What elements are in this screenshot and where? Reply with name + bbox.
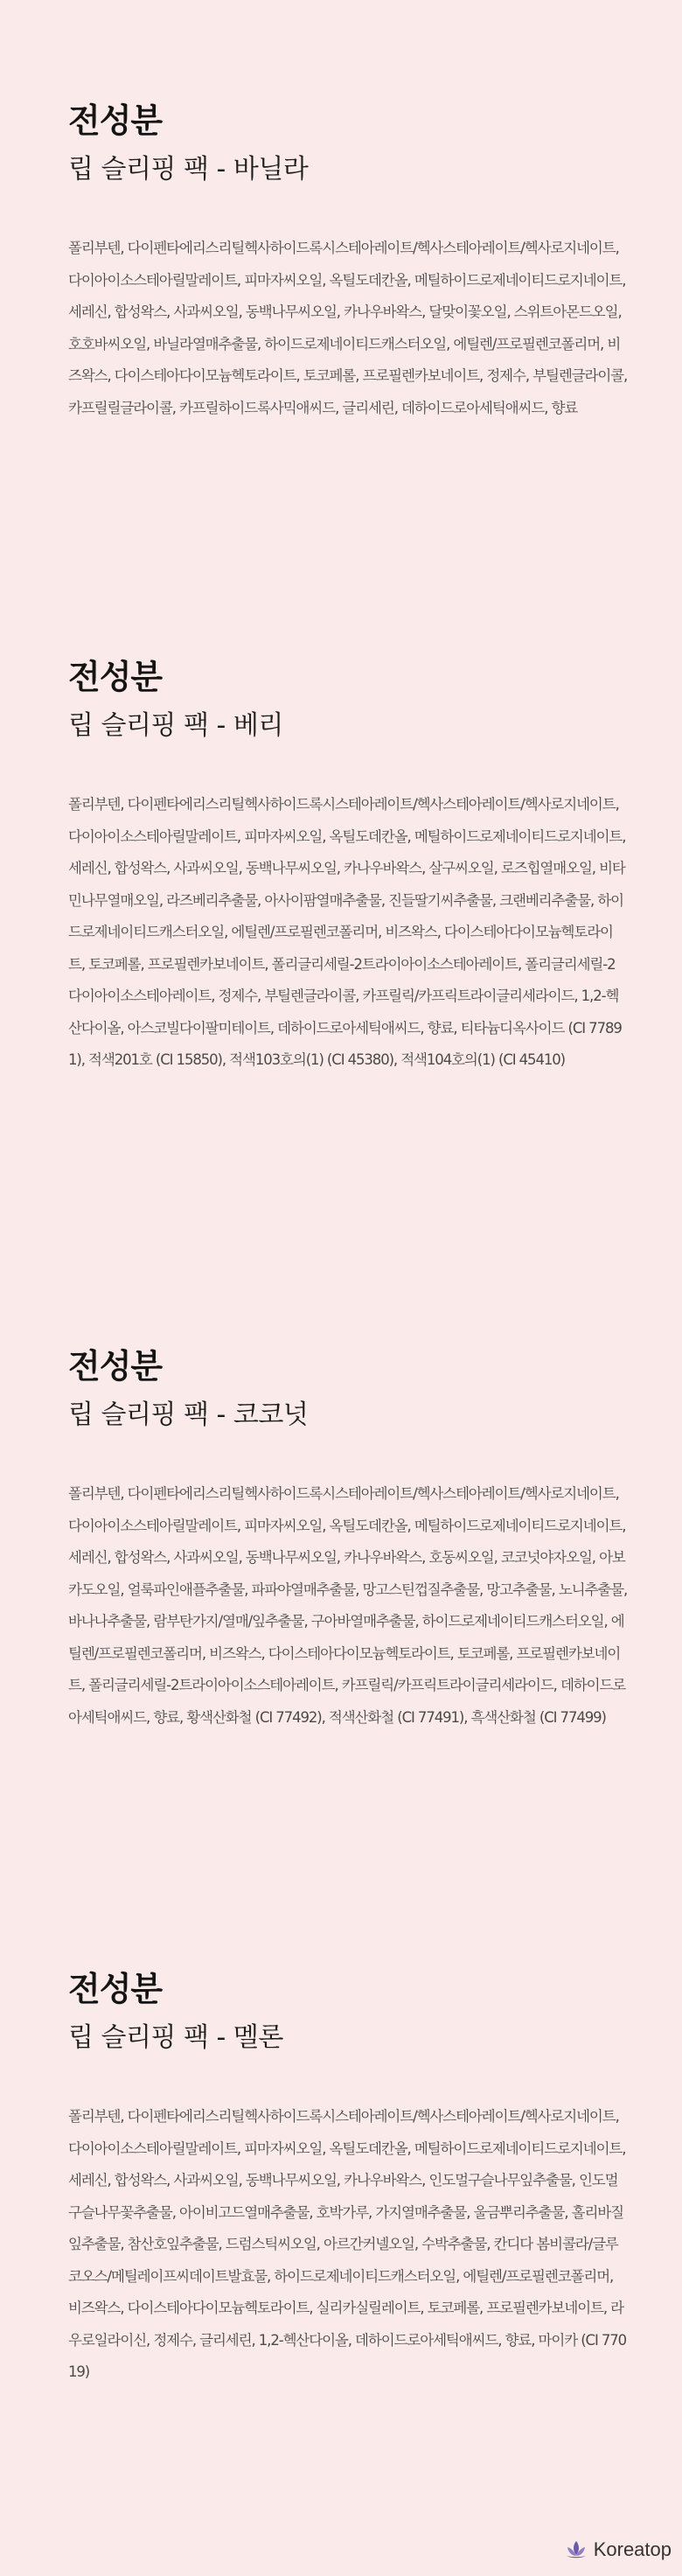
- product-subtitle: 립 슬리핑 팩 - 코코넛: [68, 1400, 309, 1430]
- ingredients-section-berry: [68, 654, 628, 1091]
- section-heading: 전성분: [68, 101, 163, 140]
- brand-name: Koreatop: [593, 2538, 672, 2560]
- product-subtitle: 립 슬리핑 팩 - 멜론: [68, 2022, 283, 2053]
- lotus-icon: [564, 2538, 588, 2562]
- section-heading: 전성분: [68, 1347, 163, 1386]
- ingredients-section-coconut: [68, 1344, 628, 1749]
- ingredients-section-melon: [68, 1966, 628, 2403]
- ingredient-list: 폴리부텐, 다이펜타에리스리틸헥사하이드록시스테아레이트/헥사스테아레이트/헥사로지네이트, 다이아이소스테아릴말레이트, 피마자씨오일, 옥틸도데칸올, 메틸하이드로제네이티드로지네이트, 세레신, 합성왁스, 사과씨오일, 동백나무씨오일, 카나우바왁스, 인도멀구슬나무잎추출물, 인도멀구슬나무꽃추출물, 아이비고드열매추출물, 호박가루, 가지열매추출물, 울금뿌리추출물, 홀리바질잎추출물, 참산호잎추출물, 드럼스틱씨오일, 아르간커넬오일, 수박추출물, 칸디다 봄비콜라/글루코오스/메틸레이프씨데이트발효물, 하이드로제네이티드캐스터오일, 에틸렌/프로필렌코폴리머, 비즈왁스, 다이스테아다이모늄헥토라이트, 실리카실릴레이트, 토코페롤, 프로필렌카보네이트, 라우로일라이신, 정제수, 글리세린, 1,2-헥산다이올, 데하이드로아세틱애씨드, 향료, 마이카 (CI 77019): [68, 2108, 627, 2380]
- ingredient-list: 폴리부텐, 다이펜타에리스리틸헥사하이드록시스테아레이트/헥사스테아레이트/헥사로지네이트, 다이아이소스테아릴말레이트, 피마자씨오일, 옥틸도데칸올, 메틸하이드로제네이티드로지네이트, 세레신, 합성왁스, 사과씨오일, 동백나무씨오일, 카나우바왁스, 달맞이꽃오일, 스위트아몬드오일, 호호바씨오일, 바닐라열매추출물, 하이드로제네이티드캐스터오일, 에틸렌/프로필렌코폴리머, 비즈왁스, 다이스테아다이모늄헥토라이트, 토코페롤, 프로필렌카보네이트, 정제수, 부틸렌글라이콜, 카프릴릴글라이콜, 카프릴하이드록사믹애씨드, 글리세린, 데하이드로아세틱애씨드, 향료: [68, 240, 628, 416]
- brand-watermark: [564, 2538, 672, 2562]
- product-subtitle: 립 슬리핑 팩 - 바닐라: [68, 154, 309, 185]
- ingredients-section-vanilla: [68, 98, 628, 439]
- ingredient-list: 폴리부텐, 다이펜타에리스리틸헥사하이드록시스테아레이트/헥사스테아레이트/헥사로지네이트, 다이아이소스테아릴말레이트, 피마자씨오일, 옥틸도데칸올, 메틸하이드로제네이티드로지네이트, 세레신, 합성왁스, 사과씨오일, 동백나무씨오일, 카나우바왁스, 호동씨오일, 코코넛야자오일, 아보카도오일, 얼룩파인애플추출물, 파파야열매추출물, 망고스틴껍질추출물, 망고추출물, 노니추출물, 바나나추출물, 람부탄가지/열매/잎추출물, 구아바열매추출물, 하이드로제네이티드캐스터오일, 에틸렌/프로필렌코폴리머, 비즈왁스, 다이스테아다이모늄헥토라이트, 토코페롤, 프로필렌카보네이트, 폴리글리세릴-2트라이아이소스테아레이트, 카프릴릭/카프릭트라이글리세라이드, 데하이드로아세틱애씨드, 향료, 황색산화철 (CI 77492), 적색산화철 (CI 77491), 흑색산화철 (CI 77499): [68, 1485, 628, 1726]
- product-subtitle: 립 슬리핑 팩 - 베리: [68, 710, 283, 741]
- section-heading: 전성분: [68, 658, 163, 696]
- ingredient-list: 폴리부텐, 다이펜타에리스리틸헥사하이드록시스테아레이트/헥사스테아레이트/헥사로지네이트, 다이아이소스테아릴말레이트, 피마자씨오일, 옥틸도데칸올, 메틸하이드로제네이티드로지네이트, 세레신, 합성왁스, 사과씨오일, 동백나무씨오일, 카나우바왁스, 살구씨오일, 로즈힙열매오일, 비타민나무열매오일, 라즈베리추출물, 아사이팜열매추출물, 진들딸기씨추출물, 크랜베리추출물, 하이드로제네이티드캐스터오일, 에틸렌/프로필렌코폴리머, 비즈왁스, 다이스테아다이모늄헥토라이트, 토코페롤, 프로필렌카보네이트, 폴리글리세릴-2트라이아이소스테아레이트, 폴리글리세릴-2다이아이소스테아레이트, 정제수, 부틸렌글라이콜, 카프릴릭/카프릭트라이글리세라이드, 1,2-헥산다이올, 아스코빌다이팔미테이트, 데하이드로아세틱애씨드, 향료, 티타늄디옥사이드 (CI 77891), 적색201호 (CI 15850), 적색103호의(1) (CI 45380), 적색104호의(1) (CI 45410): [68, 796, 626, 1068]
- section-heading: 전성분: [68, 1970, 163, 2008]
